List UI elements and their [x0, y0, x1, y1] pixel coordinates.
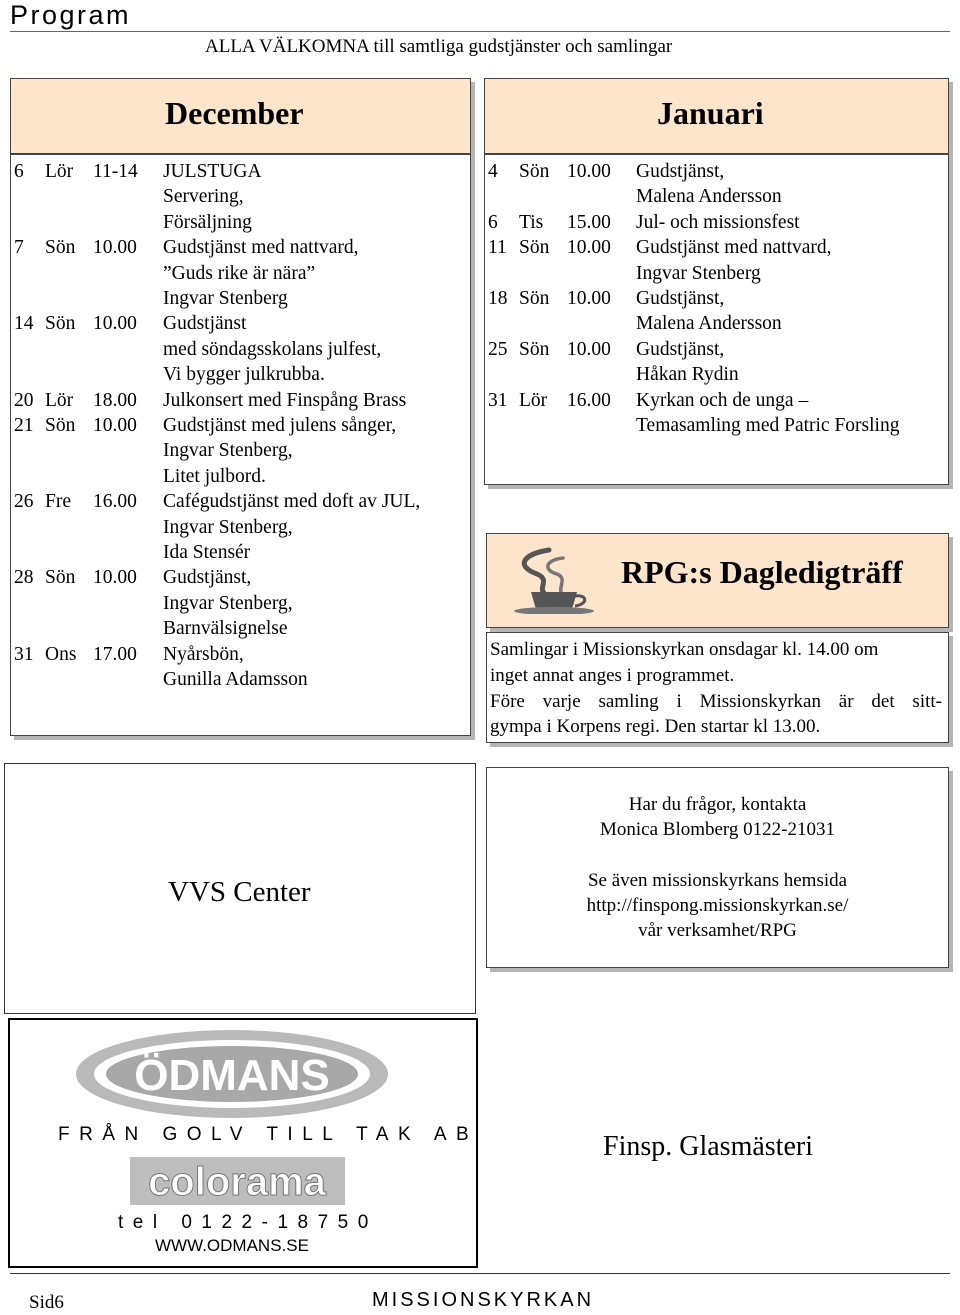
website-link[interactable]: http://finspong.missionskyrkan.se/ [586, 895, 849, 916]
vvs-ad [4, 763, 476, 1014]
event-time: 18.00 [93, 389, 137, 411]
rpg-info-box [486, 632, 949, 743]
event-time: 16.00 [93, 491, 137, 513]
event-time: 10.00 [93, 415, 137, 436]
rpg-title: RPG:s Dagledigträff [621, 554, 903, 590]
glasmasteri-name: Finsp. Glasmästeri [603, 1131, 813, 1162]
event-description: Ingvar Stenberg, [163, 516, 293, 538]
december-title: December [165, 95, 304, 131]
event-description: JULSTUGA [163, 161, 262, 182]
event-description: Gudstjänst, [163, 567, 252, 589]
event-day: 26 [14, 491, 34, 513]
event-weekday: Lör [45, 389, 74, 411]
event-day: 11 [488, 237, 507, 259]
event-day: 25 [488, 338, 508, 360]
rpg-info-line: inget annat anges i programmet. [490, 665, 735, 686]
event-description: Malena Andersson [636, 313, 782, 335]
event-time: 15.00 [567, 211, 611, 233]
event-description: Litet julbord. [163, 465, 266, 487]
odmans-phone: tel 0122-18750 [118, 1212, 378, 1233]
event-weekday: Lör [45, 161, 74, 182]
event-weekday: Sön [519, 161, 550, 182]
event-time: 10.00 [567, 161, 611, 182]
event-time: 17.00 [93, 643, 137, 665]
event-time: 10.00 [93, 313, 137, 335]
januari-title: Januari [657, 95, 764, 131]
event-weekday: Sön [519, 237, 550, 259]
event-time: 10.00 [93, 237, 137, 259]
event-time: 10.00 [567, 237, 611, 259]
odmans-logo-text: ÖDMANS [134, 1051, 330, 1100]
contact-line: Monica Blomberg 0122-21031 [599, 819, 835, 840]
contact-box [486, 767, 949, 968]
event-description: Gudstjänst, [636, 288, 725, 309]
header-divider [10, 31, 950, 32]
event-time: 10.00 [567, 338, 611, 360]
coffee-cup-icon [501, 544, 601, 614]
event-day: 28 [14, 567, 34, 589]
event-description: med söndagsskolans julfest, [163, 338, 382, 360]
event-weekday: Sön [45, 567, 76, 589]
event-description: Gudstjänst, [636, 338, 725, 360]
odmans-website[interactable]: WWW.ODMANS.SE [155, 1236, 309, 1255]
event-weekday: Sön [519, 288, 550, 309]
event-description: Ida Stensér [163, 541, 251, 563]
event-weekday: Sön [45, 237, 76, 259]
event-weekday: Ons [45, 643, 77, 665]
event-description: Ingvar Stenberg [636, 262, 761, 284]
footer-org: MISSIONSKYRKAN [372, 1289, 595, 1311]
event-description: Gudstjänst med nattvard, [163, 237, 359, 259]
rpg-info-line: gympa i Korpens regi. Den startar kl 13.00. [490, 716, 821, 737]
event-description: Nyårsbön, [163, 643, 244, 665]
event-weekday: Sön [519, 338, 550, 360]
event-description: Försäljning [163, 211, 252, 233]
december-events-box [10, 154, 471, 736]
rpg-header-box [486, 533, 949, 628]
event-description: Vi bygger julkrubba. [163, 364, 325, 386]
event-day: 4 [488, 161, 498, 182]
contact-line: Har du frågor, kontakta [628, 794, 807, 815]
contact-line: Se även missionskyrkans hemsida [587, 870, 848, 891]
event-time: 11-14 [93, 161, 138, 182]
event-description: Gudstjänst, [636, 161, 725, 182]
event-time: 10.00 [93, 567, 137, 589]
event-weekday: Tis [519, 211, 544, 233]
contact-line: vår verksamhet/RPG [638, 920, 797, 941]
rpg-info-line: Före varje samling i Missionskyrkan är det sitt- [490, 691, 942, 712]
event-weekday: Fre [45, 491, 71, 513]
footer-divider [10, 1273, 950, 1274]
event-day: 18 [488, 288, 508, 309]
event-description: Gudstjänst med julens sånger, [163, 415, 397, 436]
odmans-logo [72, 1028, 392, 1120]
event-time: 10.00 [567, 288, 611, 309]
event-day: 31 [488, 389, 508, 411]
event-description: Gudstjänst med nattvard, [636, 237, 832, 259]
rpg-info-line: Samlingar i Missionskyrkan onsdagar kl. 14.00 om [490, 639, 879, 660]
colorama-logo-text: colorama [148, 1160, 326, 1204]
event-day: 7 [14, 237, 24, 259]
event-day: 21 [14, 415, 34, 436]
event-description: Julkonsert med Finspång Brass [163, 389, 407, 411]
odmans-tagline: FRÅN GOLV TILL TAK AB [58, 1124, 479, 1145]
event-day: 6 [14, 161, 24, 182]
event-description: Gunilla Adamsson [163, 668, 308, 690]
event-description: Ingvar Stenberg, [163, 440, 293, 462]
page-number: Sid6 [29, 1292, 64, 1313]
januari-events-box [484, 154, 949, 485]
vvs-name: VVS Center [168, 876, 311, 908]
colorama-logo [130, 1155, 345, 1207]
event-weekday: Sön [45, 313, 76, 335]
event-day: 14 [14, 313, 34, 335]
event-day: 20 [14, 389, 34, 411]
event-description: Cafégudstjänst med doft av JUL, [163, 491, 421, 513]
event-weekday: Lör [519, 389, 548, 411]
event-day: 31 [14, 643, 34, 665]
event-description: Temasamling med Patric Forsling [636, 414, 900, 436]
event-description: Barnvälsignelse [163, 618, 288, 640]
page-title: Program [10, 0, 132, 30]
event-description: Servering, [163, 186, 244, 208]
event-description: Kyrkan och de unga – [636, 389, 809, 411]
event-description: ”Guds rike är nära” [163, 262, 316, 284]
event-description: Ingvar Stenberg, [163, 592, 293, 614]
event-description: Håkan Rydin [636, 364, 739, 386]
event-description: Gudstjänst [163, 313, 247, 335]
event-description: Ingvar Stenberg [163, 287, 288, 309]
december-header-box [10, 78, 471, 154]
event-description: Malena Andersson [636, 186, 782, 208]
event-description: Jul- och missionsfest [636, 211, 800, 233]
welcome-text: ALLA VÄLKOMNA till samtliga gudstjänster och samlingar [205, 36, 673, 57]
januari-header-box [484, 78, 949, 154]
event-time: 16.00 [567, 389, 611, 411]
event-day: 6 [488, 211, 498, 233]
event-weekday: Sön [45, 415, 76, 436]
